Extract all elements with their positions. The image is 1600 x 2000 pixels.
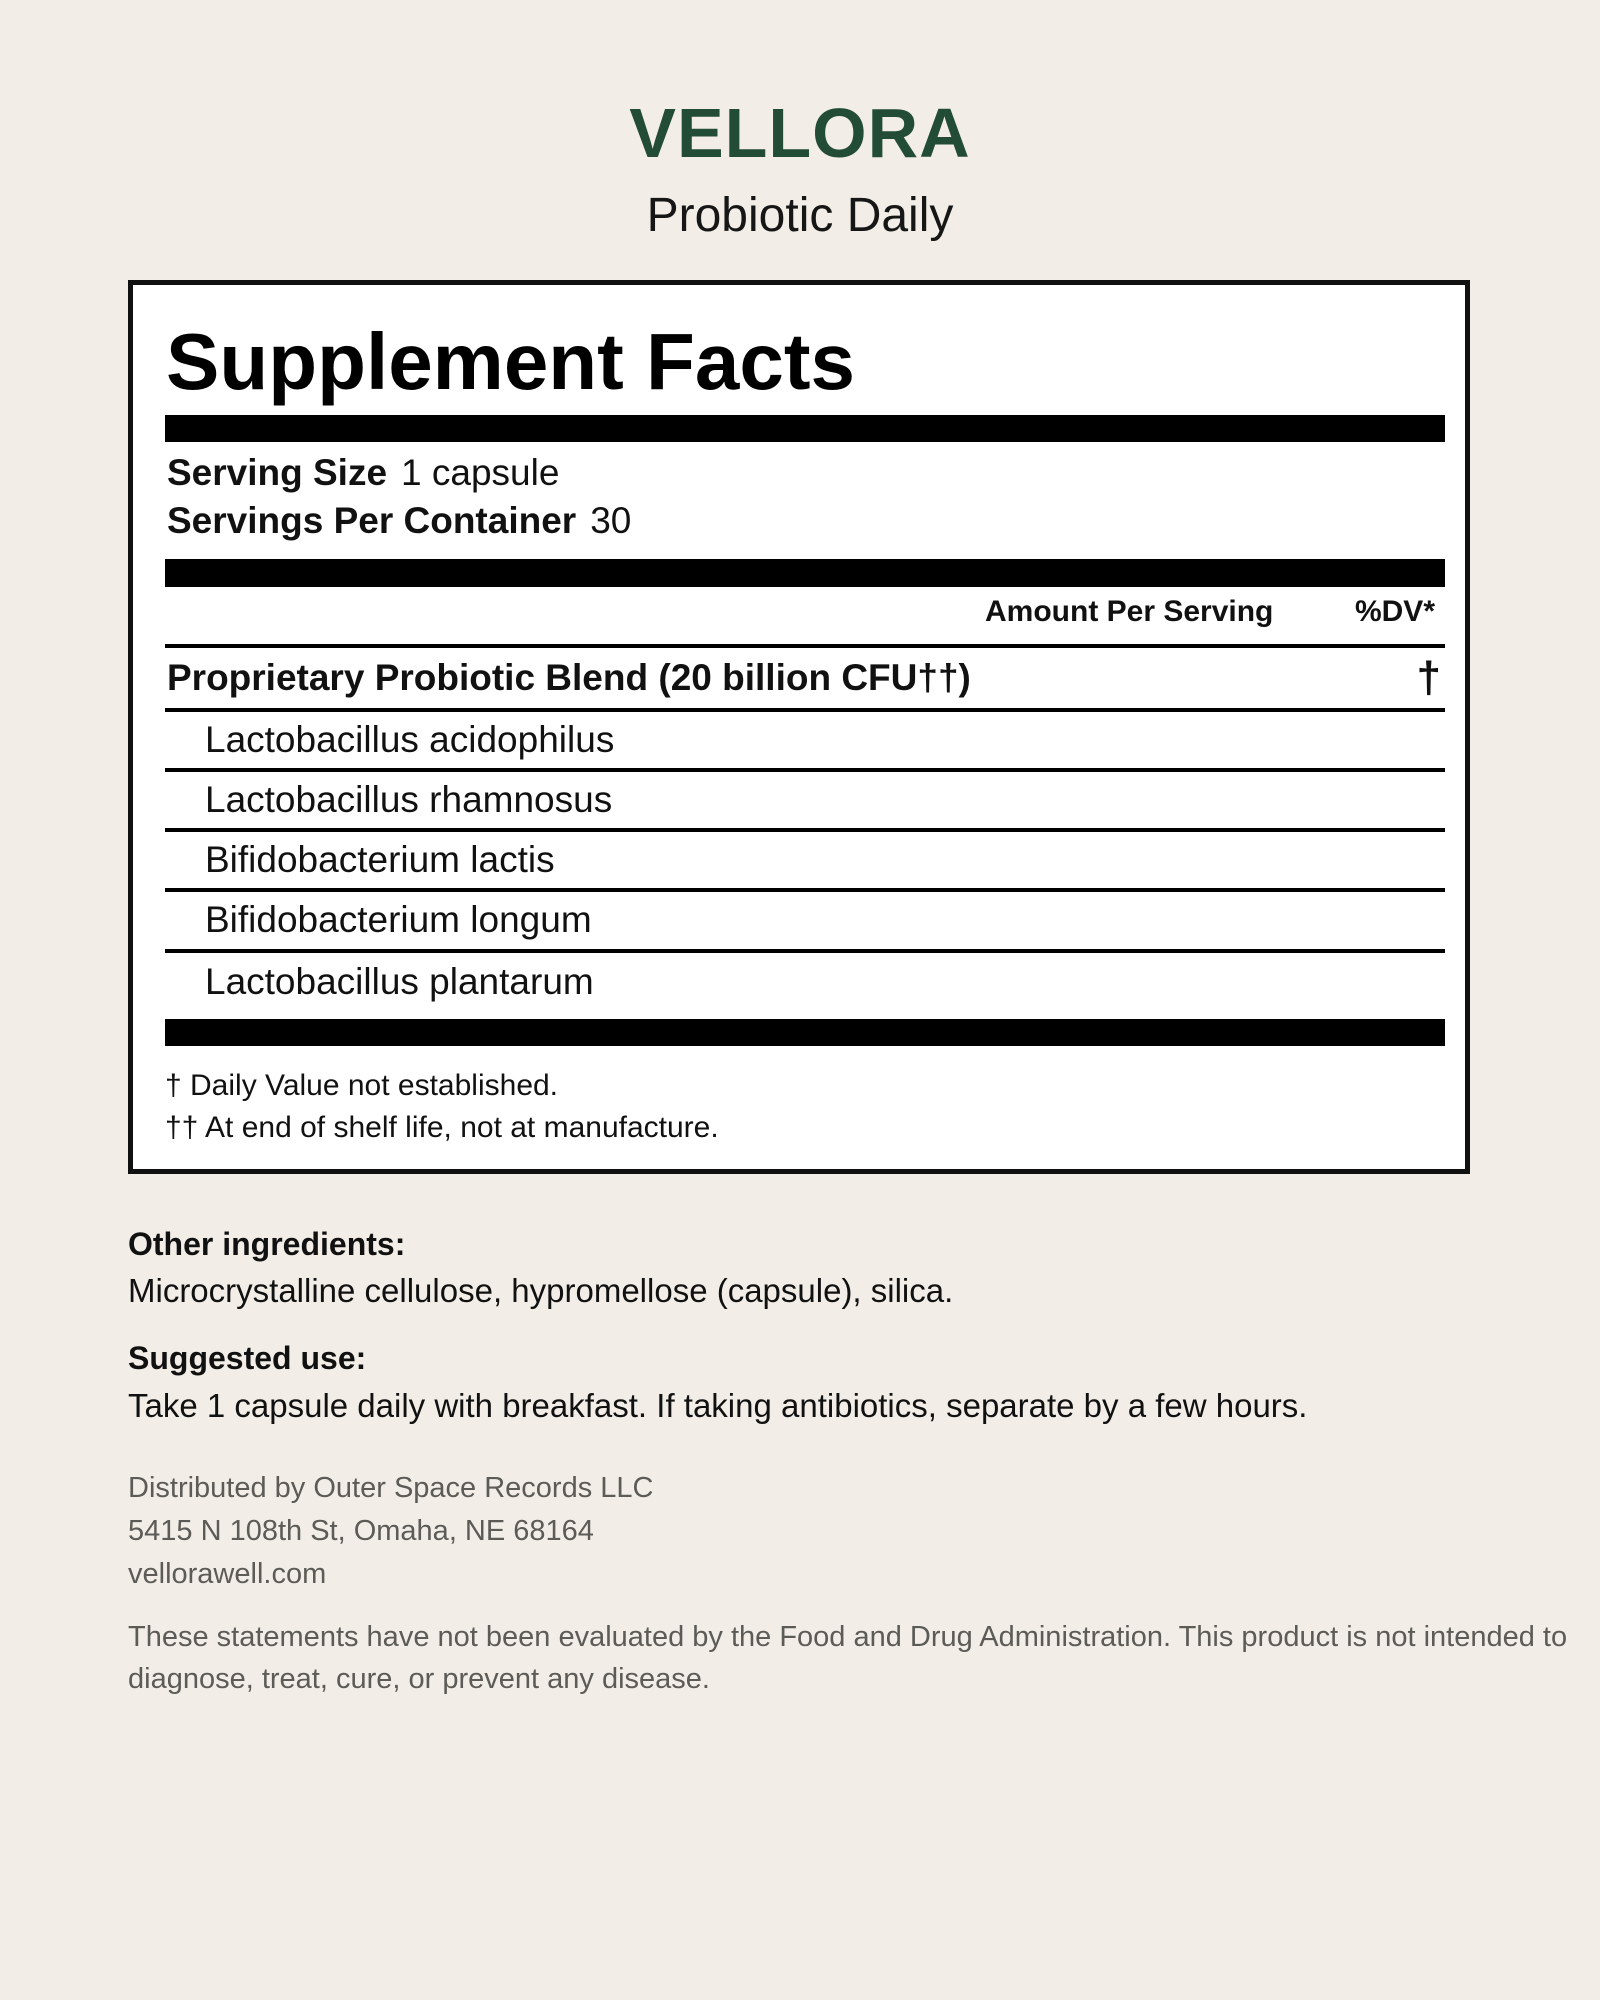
- blend-dv: †: [1416, 653, 1441, 702]
- thick-divider: [165, 559, 1445, 587]
- row-divider: [165, 949, 1445, 953]
- website-link[interactable]: vellorawell.com: [128, 1558, 327, 1590]
- other-ingredients-text: Microcrystalline cellulose, hypromellose (capsule), silica.: [128, 1272, 954, 1309]
- row-divider: [165, 768, 1445, 772]
- strain-row: Lactobacillus plantarum: [205, 961, 594, 1002]
- strain-row: Bifidobacterium lactis: [205, 839, 555, 880]
- servings-per-container-value: 30: [590, 500, 632, 541]
- distributor-address: 5415 N 108th St, Omaha, NE 68164: [128, 1515, 594, 1547]
- supplement-facts-panel: [128, 280, 1470, 1174]
- facts-title: Supplement Facts: [166, 317, 856, 406]
- servings-per-container-label: Servings Per Container: [167, 500, 577, 541]
- suggested-use-text: Take 1 capsule daily with breakfast. If taking antibiotics, separate by a few hours.: [128, 1387, 1308, 1424]
- strain-row: Bifidobacterium longum: [205, 899, 592, 940]
- distributor-name: Distributed by Outer Space Records LLC: [128, 1472, 654, 1504]
- daily-value-header: %DV*: [1354, 595, 1435, 628]
- thick-divider: [165, 415, 1445, 442]
- footnote: †† At end of shelf life, not at manufacture.: [165, 1111, 719, 1144]
- row-divider: [165, 888, 1445, 892]
- other-ingredients-heading: Other ingredients:: [128, 1226, 406, 1262]
- strain-row: Lactobacillus acidophilus: [205, 719, 615, 760]
- row-divider: [165, 708, 1445, 712]
- serving-size-label: Serving Size: [167, 452, 388, 493]
- servings-per-container: [167, 499, 631, 543]
- serving-size: [167, 451, 559, 495]
- fda-disclaimer: These statements have not been evaluated by the Food and Drug Administration. This product is not intended to diagnose, treat, cure, or prevent any disease.: [128, 1621, 1568, 1695]
- footnote: † Daily Value not established.: [165, 1069, 559, 1102]
- strain-row: Lactobacillus rhamnosus: [205, 779, 613, 820]
- product-name: Probiotic Daily: [646, 189, 954, 242]
- blend-name: Proprietary Probiotic Blend (20 billion CFU††): [167, 657, 971, 698]
- blend-row: [167, 655, 1443, 701]
- amount-per-serving-header: Amount Per Serving: [985, 595, 1274, 628]
- row-divider: [165, 828, 1445, 832]
- serving-size-value: 1 capsule: [401, 452, 560, 493]
- brand-name: VELLORA: [629, 94, 971, 172]
- suggested-use-heading: Suggested use:: [128, 1340, 367, 1376]
- row-divider: [165, 644, 1445, 648]
- thick-divider: [165, 1019, 1445, 1046]
